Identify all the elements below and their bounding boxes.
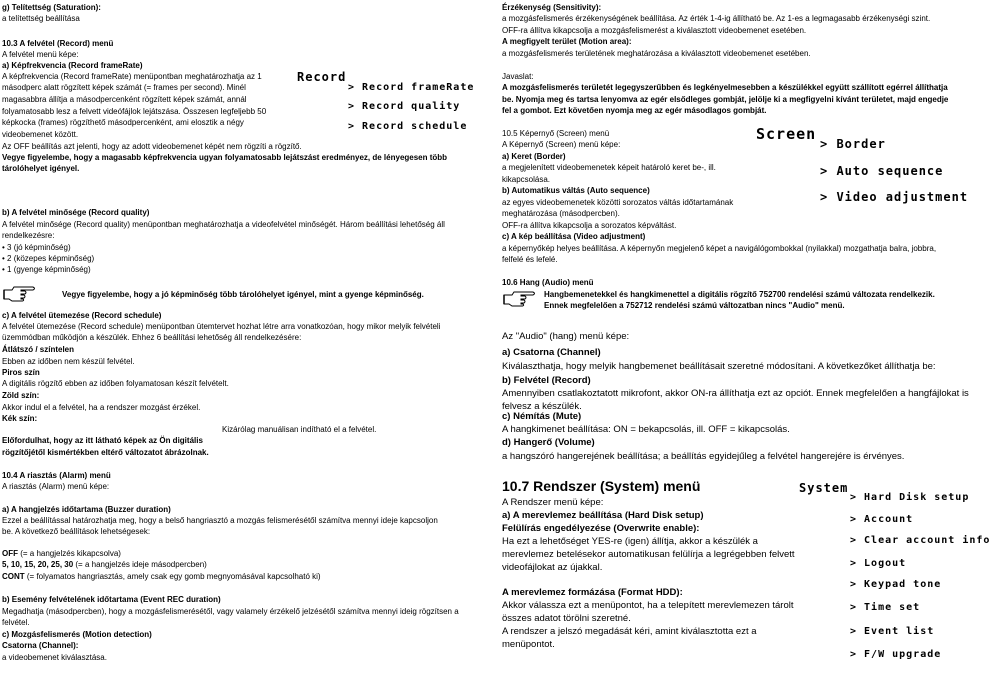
subsection-heading: c) Némítás (Mute): [502, 411, 582, 422]
section-heading: g) Telítettség (Saturation):: [2, 3, 101, 12]
screen-menu-title: Screen: [756, 125, 817, 143]
subsection-heading: b) Esemény felvételének időtartama (Event REC duration): [2, 595, 221, 604]
record-menu-item: > Record quality: [348, 101, 461, 112]
text-line: A felvétel ütemezése (Record schedule) menüpontban ütemtervet hozhat létre arra vonatkozóan, hogy mikor melyik felvételi: [2, 322, 441, 331]
text-line: Az OFF beállítás azt jelenti, hogy az adott videobemenet képét nem rögzíti a rögzítő.: [2, 142, 302, 151]
text-line: Javaslat:: [502, 72, 534, 81]
option-label: Kék szín:: [2, 414, 38, 423]
screen-menu-item: > Border: [820, 137, 886, 151]
option-value: 5, 10, 15, 20, 25, 30: [2, 560, 74, 569]
subsection-heading: a) A merevlemez beállítása (Hard Disk setup): [502, 510, 704, 521]
section-title: 10.5 Képernyő (Screen) menü: [502, 129, 610, 138]
system-menu-item: > Logout: [850, 558, 907, 569]
text-line: Amennyiben csatlakoztatott mikrofont, akkor ON-ra állíthatja ezt az opciót. Ennek megfelelően a hangfájlokat is: [502, 388, 969, 399]
section-title: 10.7 Rendszer (System) menü: [502, 478, 701, 494]
option-value: OFF: [2, 549, 18, 558]
text-line: a képernyőkép helyes beállítása. A képernyőn megjelenő képet a navigálógombokkal (nyilakkal) mozgathatja balra, jobbra,: [502, 244, 937, 253]
list-item: • 3 (jó képminőség): [2, 243, 71, 252]
section-title: 10.4 A riasztás (Alarm) menü: [2, 471, 111, 480]
text-line: Ha ezt a lehetőséget YES-re (igen) állítja, akkor a készülék a: [502, 536, 758, 547]
subsection-heading: c) A felvétel ütemezése (Record schedule): [2, 311, 162, 320]
text-line: A digitális rögzítő ebben az időben folyamatosan készít felvételt.: [2, 379, 229, 388]
text-line: a megjelenített videobemenetek képeit határoló keret be-, ill.: [502, 163, 716, 172]
text-line: rendelkezésre:: [2, 231, 55, 240]
note-text: Ennek megfelelően a 752712 rendelési számú változatban nincs "Audio" menü.: [544, 301, 845, 310]
text-line: a mozgásfelismerés érzékenységének beállítása. Az érték 1-4-ig állítható be. Az 1-es a legmagasabb érzékenységi szint.: [502, 14, 931, 23]
option-line: [2, 548, 121, 559]
text-line: felvétel.: [2, 618, 30, 627]
text-line: az egyes videobemenetek közötti sorozatos váltás időtartamának: [502, 198, 734, 207]
text-line: a mozgásfelismerés területének meghatározása a kiválasztott videobemenet esetében.: [502, 49, 811, 58]
text-line: A képfrekvencia (Record frameRate) menüpontban meghatározhatja az 1: [2, 72, 262, 81]
text-line: felfelé és lefelé.: [502, 255, 558, 264]
text-line: kikapcsolása.: [502, 175, 551, 184]
section-title: 10.6 Hang (Audio) menü: [502, 278, 594, 287]
text-line: videobemenet között.: [2, 130, 79, 139]
tip-text: A mozgásfelismerés területét legegyszerűbben és legkényelmesebben a készülékkel együtt szállított egérrel állíthatja: [502, 83, 948, 92]
text-line: Kiválaszthatja, hogy melyik hangbemenet beállításait szeretné módosítani. A következőket állíthatja be:: [502, 361, 936, 372]
system-menu-item: > Clear account info: [850, 535, 990, 546]
text-line: A riasztás (Alarm) menü képe:: [2, 482, 110, 491]
system-menu-item: > Hard Disk setup: [850, 492, 970, 503]
tip-text: fel a gombot. Ezt követően nyomja meg az egér másodlagos gombját.: [502, 106, 767, 115]
option-label: Zöld szín:: [2, 391, 40, 400]
list-item: • 2 (közepes képminőség): [2, 254, 95, 263]
text-line: A felvétel minősége (Record quality) menüpontban meghatározhatja a videofelvétel minőségét. Három beállítási lehetőség áll: [2, 220, 445, 229]
text-line: a videobemenet kiválasztása.: [2, 653, 107, 662]
text-line: a hangszóró hangerejének beállítása; a beállítás egyidejűleg a felvétel hangerejére is érvényes.: [502, 451, 905, 462]
option-line: [2, 571, 321, 582]
subsection-heading: c) Mozgásfelismerés (Motion detection): [2, 630, 152, 639]
option-desc: (= a hangjelzés kikapcsolva): [18, 549, 121, 558]
text-line: Kizárólag manuálisan indítható el a felvétel.: [222, 425, 377, 434]
text-line: folyamatosabb lesz a felvett videófájlok lejátszása. Összesen legfeljebb 50: [2, 107, 267, 116]
subsection-heading: c) A kép beállítása (Video adjustment): [502, 232, 646, 241]
pointing-hand-icon: [503, 289, 537, 307]
option-value: CONT: [2, 572, 25, 581]
text-line: meghatározása (másodpercben).: [502, 209, 620, 218]
option-label: A merevlemez formázása (Format HDD):: [502, 587, 683, 598]
text-line: OFF-ra állítva kikapcsolja a sorozatos képváltást.: [502, 221, 677, 230]
note-text: Vegye figyelembe, hogy a jó képminőség több tárolóhelyet igényel, mint a gyenge képminőség.: [62, 290, 424, 299]
subsection-heading: a) A hangjelzés időtartama (Buzzer duration): [2, 505, 171, 514]
text-line: OFF-ra állítva kikapcsolja a mozgásfelismerést a kiválasztott videobemenet esetében.: [502, 26, 807, 35]
option-label: Csatorna (Channel):: [2, 641, 79, 650]
text-line: Az "Audio" (hang) menü képe:: [502, 331, 630, 342]
text-line: összes adatot törölni szeretné.: [502, 613, 631, 624]
text-line: be. A következő beállítások lehetségesek:: [2, 527, 151, 536]
text-line: felvesz a készülék.: [502, 401, 582, 412]
tip-text: be. Nyomja meg és tartsa lenyomva az egér elsődleges gombját, jelölje ki a megfigyelni kívánt területet, majd engedje: [502, 95, 949, 104]
text-line: Megadhatja (másodpercben), hogy a mozgásfelismerésétől, vagy valamely érzékelő jelzésétől számítva mennyi ideig rögzítsen a: [2, 607, 459, 616]
text-line: Akkor indul el a felvétel, ha a rendszer mozgást érzékel.: [2, 403, 201, 412]
pointing-hand-icon: [3, 284, 37, 302]
note-text: Hangbemenetekkel és hangkimenettel a digitális rögzítő 752700 rendelési számú változata rendelkezik.: [544, 290, 935, 299]
option-label: Átlátszó / színtelen: [2, 345, 75, 354]
system-menu-title: System: [799, 481, 849, 495]
note-text: Előfordulhat, hogy az itt látható képek az Ön digitális: [2, 436, 203, 445]
text-line: Ezzel a beállítással határozhatja meg, hogy a belső hangriasztó a mozgás felismerésétől számítva mennyi ideje kapcsoljon: [2, 516, 438, 525]
system-menu-item: > Account: [850, 514, 914, 525]
option-label: Felülírás engedélyezése (Overwrite enable):: [502, 523, 700, 534]
system-menu-item: > Event list: [850, 626, 935, 637]
system-menu-item: > Time set: [850, 602, 921, 613]
section-heading: A megfigyelt terület (Motion area):: [502, 37, 632, 46]
list-item: • 1 (gyenge képminőség): [2, 265, 91, 274]
text-line: magasabbra állítja a másodpercenként rögzített képek számát, annál: [2, 95, 247, 104]
subsection-heading: a) Keret (Border): [502, 152, 566, 161]
system-menu-item: > F/W upgrade: [850, 649, 942, 660]
text-line: menüpontot.: [502, 639, 555, 650]
record-menu-item: > Record frameRate: [348, 82, 475, 93]
subsection-heading: a) Képfrekvencia (Record frameRate): [2, 61, 143, 70]
text-line: merevlemez betelésekor automatikusan felülírja a legrégebben felvett: [502, 549, 795, 560]
text-line: A Képernyő (Screen) menü képe:: [502, 140, 621, 149]
option-line: [2, 559, 207, 570]
option-desc: (= a hangjelzés ideje másodpercben): [73, 560, 207, 569]
note-text: rögzítőjétől kismértékben eltérő változatot ábrázolnak.: [2, 448, 209, 457]
subsection-heading: b) Automatikus váltás (Auto sequence): [502, 186, 650, 195]
text-line: videofájlokat az újakkal.: [502, 562, 603, 573]
subsection-heading: b) Felvétel (Record): [502, 375, 591, 386]
text-line: A Rendszer menü képe:: [502, 497, 604, 508]
screen-menu-item: > Video adjustment: [820, 190, 969, 204]
text-line: üzemmódban működjön a készülék. Ehhez 6 beállítási lehetőség áll rendelkezésére:: [2, 333, 302, 342]
text-line: másodperc alatt rögzített képek számát (= frames per second). Minél: [2, 83, 246, 92]
record-menu-item: > Record schedule: [348, 121, 468, 132]
note-text: Vegye figyelembe, hogy a magasabb képfrekvencia ugyan folyamatosabb lejátszást eredményez, de lényegesen több: [2, 153, 448, 162]
text-line: A hangkimenet beállítása: ON = bekapcsolás, ill. OFF = kikapcsolás.: [502, 424, 790, 435]
text-line: A felvétel menü képe:: [2, 50, 79, 59]
option-desc: (= folyamatos hangriasztás, amely csak egy gomb megnyomásával kapcsolható ki): [24, 572, 321, 581]
text-line: A rendszer a jelszó megadását kéri, amint kiválasztotta ezt a: [502, 626, 757, 637]
text-line: Ebben az időben nem készül felvétel.: [2, 357, 135, 366]
subsection-heading: a) Csatorna (Channel): [502, 347, 601, 358]
screen-menu-item: > Auto sequence: [820, 164, 944, 178]
record-menu-title: Record: [297, 70, 347, 84]
system-menu-item: > Keypad tone: [850, 579, 942, 590]
text-line: a telítettség beállítása: [2, 14, 80, 23]
option-label: Piros szín: [2, 368, 40, 377]
section-heading: Érzékenység (Sensitivity):: [502, 3, 602, 12]
text-line: képkocka (frames) rögzíthető másodpercenként, ami elosztik a négy: [2, 118, 244, 127]
subsection-heading: b) A felvétel minősége (Record quality): [2, 208, 150, 217]
subsection-heading: d) Hangerő (Volume): [502, 437, 595, 448]
section-title: 10.3 A felvétel (Record) menü: [2, 39, 114, 48]
note-text: tárolóhelyet igényel.: [2, 164, 80, 173]
text-line: Akkor válassza ezt a menüpontot, ha a telepített merevlemezen tárolt: [502, 600, 794, 611]
